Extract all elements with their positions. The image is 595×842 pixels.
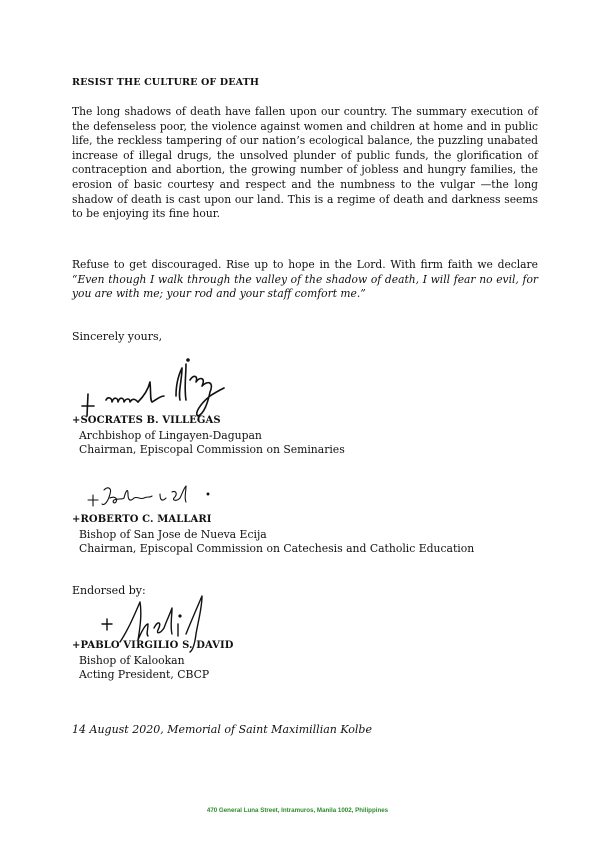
paragraph-2-intro: Refuse to get discouraged. Rise up to hope in the Lord. With firm faith we declare [72, 258, 538, 271]
signatory-title: Chairman, Episcopal Commission on Catechesis and Catholic Education [79, 542, 475, 556]
signatory-name: +SOCRATES B. VILLEGAS [72, 415, 221, 426]
footer-address: 470 General Luna Street, Intramuros, Manila 1002, Philippines [206, 807, 389, 814]
signatory-name: +PABLO VIRGILIO S. DAVID [72, 640, 234, 651]
signatory-title: Bishop of Kalookan [79, 653, 185, 667]
signatory-title: Bishop of San Jose de Nueva Ecija [79, 527, 267, 541]
signature-villegas-image [78, 356, 228, 418]
letter-heading: RESIST THE CULTURE OF DEATH [72, 77, 260, 88]
endorsed-by-label: Endorsed by: [72, 584, 146, 597]
scripture-quote: “Even though I walk through the valley of the shadow of death, I will fear no evil, for you are with me; your rod and your staff comfort me.” [72, 272, 538, 301]
signature-mallari-image [86, 480, 216, 514]
body-paragraph-1: The long shadows of death have fallen upon our country. The summary execution of the defenseless poor, the violence against women and children at home and in public life, the reckless tampering of our nation’s ecological balance, the puzzling unabated increase of illegal drugs, the unsolved plunder of public funds, the glorification of contraception and abortion, the growing number of jobless and hungry families, the erosion of basic courtesy and respect and the numbness to the vulgar —the long shadow of death is cast upon our land. This is a regime of death and darkness seems to be enjoying its fine hour. [72, 105, 538, 221]
signatory-title: Archbishop of Lingayen-Dagupan [79, 428, 262, 442]
signatory-title: Chairman, Episcopal Commission on Seminaries [79, 443, 345, 457]
date-line: 14 August 2020, Memorial of Saint Maximillian Kolbe [72, 723, 372, 736]
signatory-title: Acting President, CBCP [79, 668, 210, 682]
signatory-mallari [72, 513, 474, 557]
signatory-villegas [72, 414, 345, 458]
closing-salutation: Sincerely yours, [72, 330, 163, 343]
body-paragraph-2 [72, 258, 538, 302]
signatory-david [72, 639, 234, 683]
signatory-name: +ROBERTO C. MALLARI [72, 514, 212, 525]
